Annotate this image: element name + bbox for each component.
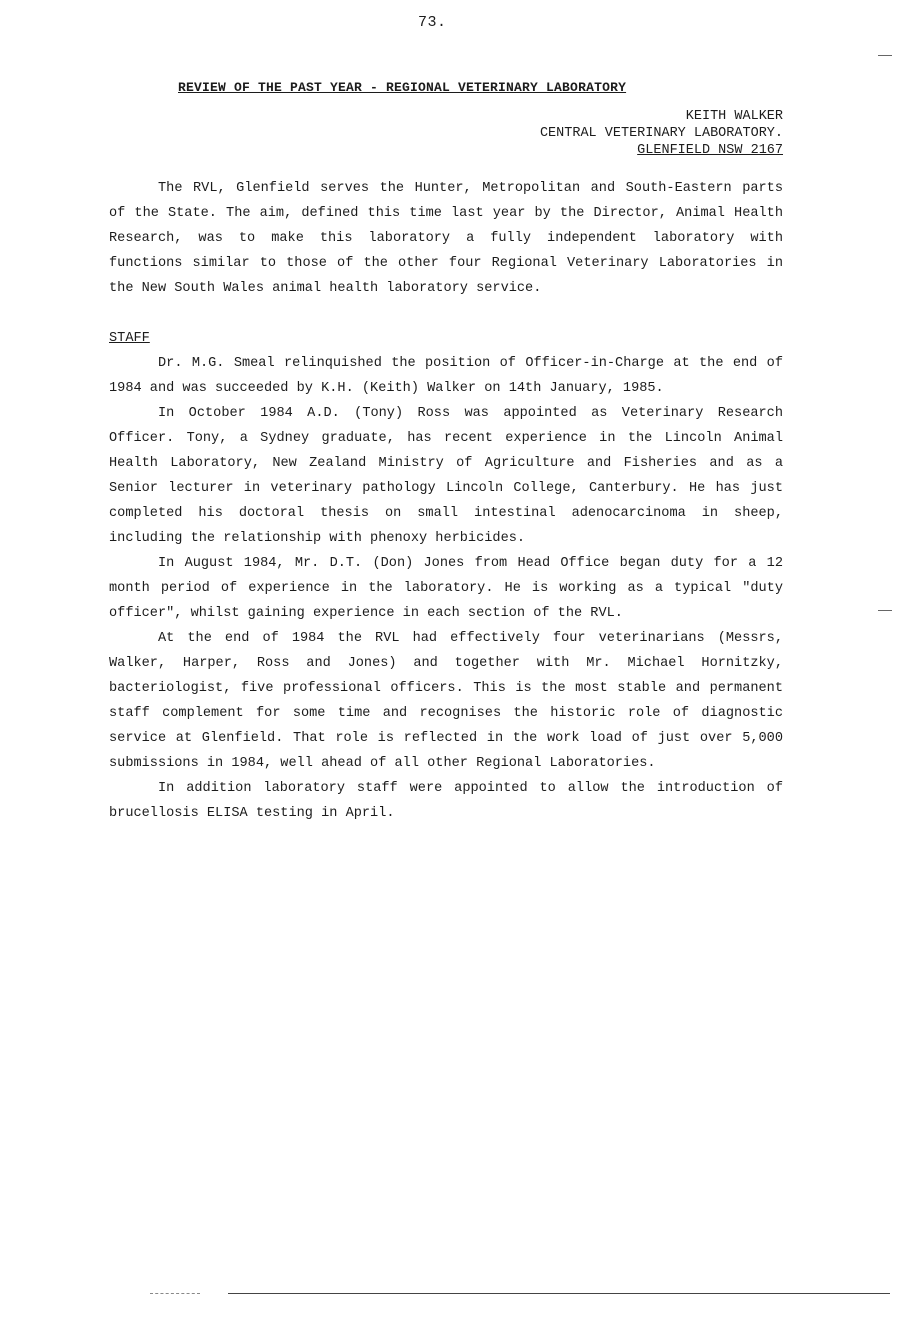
intro-paragraph: The RVL, Glenfield serves the Hunter, Metropolitan and South-Eastern parts of the State. The aim, defined this time last year by the Director, Animal Health Research, was to make this laboratory a fully independent laboratory with functions similar to those of the other four Regional Veterinary Laboratories in the New South Wales animal health laboratory service.: [109, 181, 783, 296]
footer-rule-short: [150, 1293, 200, 1295]
footer-rule: [228, 1293, 890, 1294]
staff-paragraph: At the end of 1984 the RVL had effectively four veterinarians (Messrs, Walker, Harper, Ross and Jones) and together with Mr. Michael Hornitzky, bacteriologist, five professional officers. This is the most stable and permanent staff complement for some time and recognises the historic role of diagnostic service at Glenfield. That role is reflected in the work load of just over 5,000 submissions in 1984, well ahead of all other Regional Laboratories.: [109, 631, 783, 771]
author-location: GLENFIELD NSW 2167: [637, 143, 783, 158]
staff-paragraph: In addition laboratory staff were appointed to allow the introduction of brucellosis ELISA testing in April.: [109, 781, 783, 821]
staff-paragraph: In August 1984, Mr. D.T. (Don) Jones from Head Office began duty for a 12 month period of experience in the laboratory. He is working as a typical "duty officer", whilst gaining experience in each section of the RVL.: [109, 556, 783, 621]
document-body: [109, 176, 783, 826]
staff-heading: STAFF: [109, 331, 150, 346]
author-organisation: CENTRAL VETERINARY LABORATORY.: [539, 126, 783, 141]
staff-paragraph: In October 1984 A.D. (Tony) Ross was appointed as Veterinary Research Officer. Tony, a Sydney graduate, has recent experience in the Lincoln Animal Health Laboratory, New Zealand Ministry of Agriculture and Fisheries and as a Senior lecturer in veterinary pathology Lincoln College, Canterbury. He has just completed his doctoral thesis on small intestinal adenocarcinoma in sheep, including the relationship with phenoxy herbicides.: [109, 406, 783, 546]
margin-mark: [878, 610, 892, 611]
margin-mark: [878, 55, 892, 56]
author-name: KEITH WALKER: [685, 109, 783, 124]
staff-paragraph: Dr. M.G. Smeal relinquished the position of Officer-in-Charge at the end of 1984 and was succeeded by K.H. (Keith) Walker on 14th January, 1985.: [109, 356, 783, 396]
page-title: REVIEW OF THE PAST YEAR - REGIONAL VETERINARY LABORATORY: [178, 80, 627, 95]
page-number: 73.: [418, 14, 447, 31]
author-block: [540, 108, 783, 159]
